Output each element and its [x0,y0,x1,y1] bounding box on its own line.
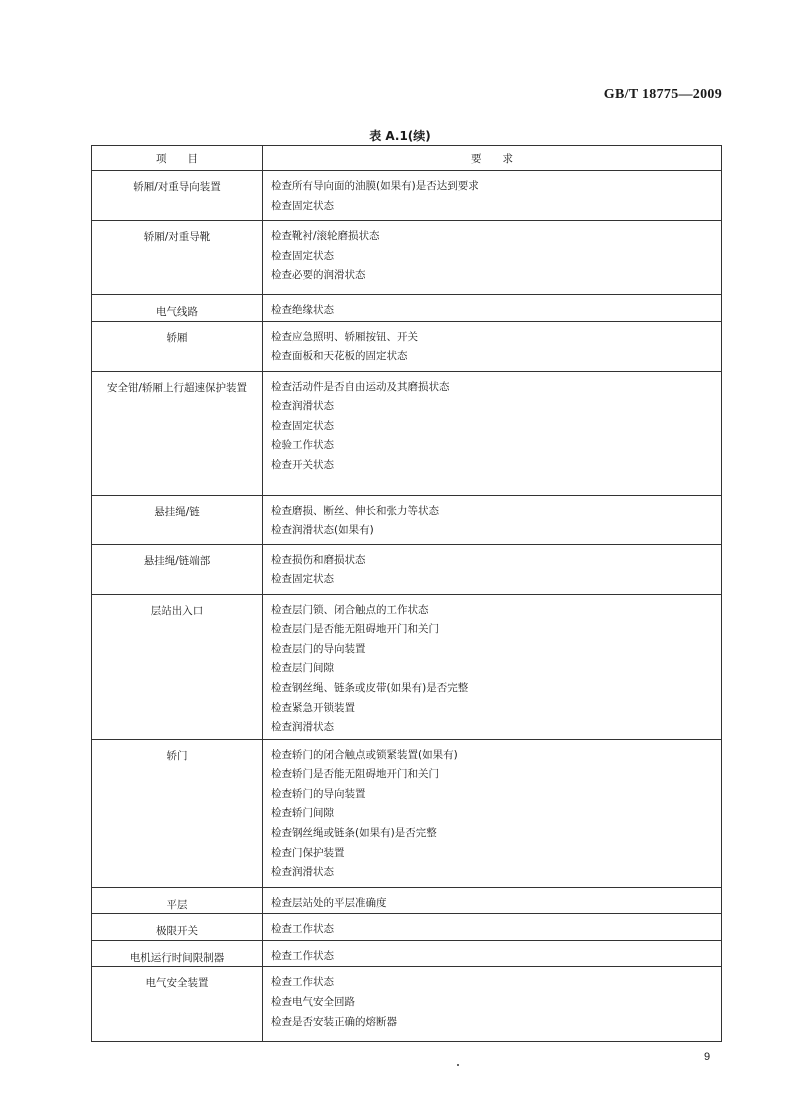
requirement-line: 检查面板和天花板的固定状态 [271,350,408,363]
table-row [92,887,722,914]
requirements-cell [263,495,722,544]
table-row [92,914,722,941]
table-row [92,221,722,295]
requirement-line: 检查开关状态 [271,458,334,471]
standard-code: GB/T 18775—2009 [603,87,722,102]
requirement-line: 检查应急照明、轿厢按钮、开关 [271,330,418,343]
table-row [92,171,722,221]
requirement-line: 检查层门的导向装置 [271,642,366,655]
requirement-line: 检查固定状态 [271,573,334,586]
requirements-cell [263,940,722,967]
item-cell: 悬挂绳/链端部 [92,544,263,594]
requirement-line: 检查工作状态 [271,976,334,989]
item-cell: 电气线路 [92,295,263,322]
item-cell: 极限开关 [92,914,263,941]
requirements-cell [263,914,722,941]
table-row [92,967,722,1042]
requirement-line: 检查工作状态 [271,923,334,936]
requirements-cell [263,221,722,295]
item-cell: 轿厢/对重导靴 [92,221,263,295]
requirement-line: 检查润滑状态 [271,866,334,879]
requirements-table [91,145,722,1042]
requirements-cell [263,295,722,322]
scan-speck [457,1064,459,1066]
item-cell: 安全钳/轿厢上行超速保护装置 [92,371,263,495]
table-row [92,594,722,739]
requirement-line: 检查轿门是否能无阻碍地开门和关门 [271,768,439,781]
table-title: 表 A.1(续) [369,129,431,143]
requirement-line: 检查轿门的导向装置 [271,787,366,800]
column-header-item: 项 目 [92,146,263,171]
requirements-cell [263,544,722,594]
requirement-line: 检查紧急开锁装置 [271,701,355,714]
table-header-row [92,146,722,171]
requirement-line: 检查层门是否能无阻碍地开门和关门 [271,623,439,636]
requirement-line: 检查是否安装正确的熔断器 [271,1015,397,1028]
requirement-line: 检查靴衬/滚轮磨损状态 [271,230,380,242]
requirement-line: 检查电气安全回路 [271,995,355,1008]
table-row [92,495,722,544]
requirements-cell [263,887,722,914]
requirement-line: 检查工作状态 [271,949,334,962]
page-number: 9 [704,1051,711,1063]
requirements-cell [263,967,722,1042]
item-cell: 轿厢/对重导向装置 [92,171,263,221]
requirement-line: 检查钢丝绳或链条(如果有)是否完整 [271,826,437,839]
requirement-line: 检查损伤和磨损状态 [271,553,366,566]
requirement-line: 检查门保护装置 [271,846,345,859]
requirement-line: 检查润滑状态(如果有) [271,524,374,537]
requirement-line: 检查钢丝绳、链条或皮带(如果有)是否完整 [271,681,469,694]
requirement-line: 检查轿门的闭合触点或锁紧装置(如果有) [271,748,458,761]
requirements-cell [263,321,722,371]
item-cell: 平层 [92,887,263,914]
requirement-line: 检查磨损、断丝、伸长和张力等状态 [271,504,439,517]
item-cell: 电气安全装置 [92,967,263,1042]
requirement-line: 检查层门间隙 [271,662,334,675]
requirement-line: 检查润滑状态 [271,400,334,413]
table-row [92,940,722,967]
table-row [92,544,722,594]
requirement-line: 检查活动件是否自由运动及其磨损状态 [271,380,450,393]
table-row [92,295,722,322]
requirements-cell [263,371,722,495]
item-cell: 轿门 [92,739,263,887]
table-body [92,171,722,1042]
requirement-line: 检查固定状态 [271,199,334,212]
requirement-line: 检查固定状态 [271,249,334,262]
requirement-line: 检查轿门间隙 [271,807,334,820]
requirement-line: 检查层门锁、闭合触点的工作状态 [271,603,429,616]
item-cell: 电机运行时间限制器 [92,940,263,967]
requirement-line: 检查固定状态 [271,419,334,432]
item-cell: 层站出入口 [92,594,263,739]
requirement-line: 检查绝缘状态 [271,304,334,316]
requirement-line: 检查所有导向面的油膜(如果有)是否达到要求 [271,180,479,192]
requirements-cell [263,739,722,887]
requirements-cell [263,594,722,739]
requirement-line: 检查润滑状态 [271,721,334,734]
requirement-line: 检验工作状态 [271,439,334,452]
requirement-line: 检查层站处的平层准确度 [271,896,387,909]
column-header-requirement: 要 求 [263,146,722,171]
requirement-line: 检查必要的润滑状态 [271,269,366,282]
item-cell: 轿厢 [92,321,263,371]
table-row [92,371,722,495]
table-row [92,321,722,371]
item-cell: 悬挂绳/链 [92,495,263,544]
table-row [92,739,722,887]
requirements-cell [263,171,722,221]
